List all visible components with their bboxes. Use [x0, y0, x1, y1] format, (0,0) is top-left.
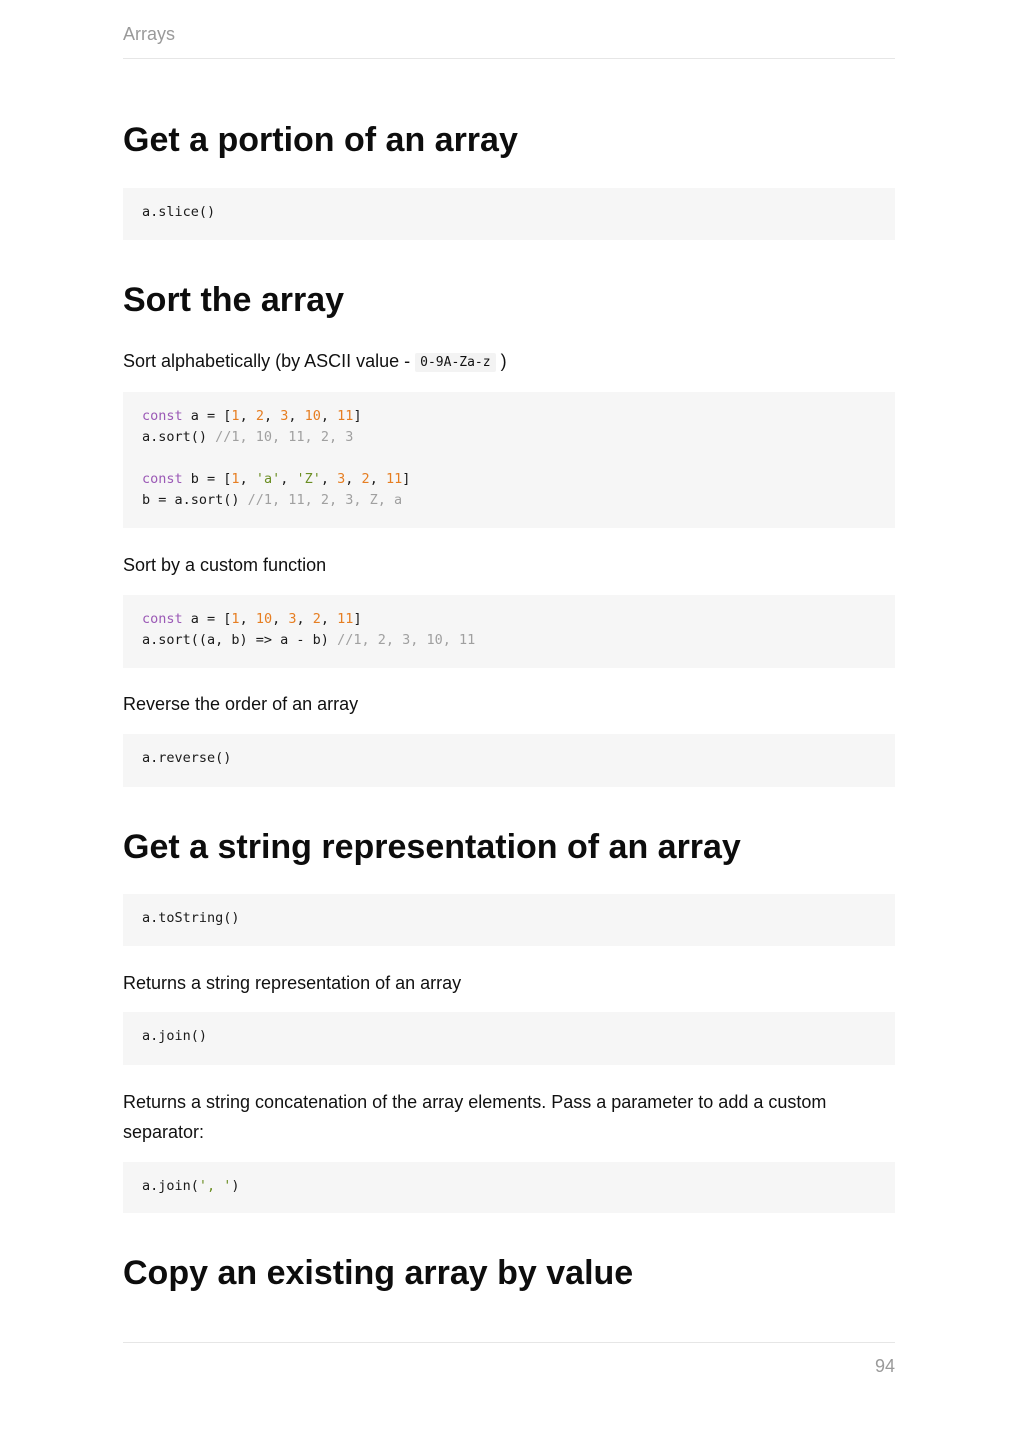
code-text: a = [: [182, 611, 232, 627]
code-block-join: [123, 1012, 895, 1065]
code-line: [142, 427, 876, 448]
code-block-reverse: [123, 734, 895, 787]
heading-copy-array: Copy an existing array by value: [123, 1254, 634, 1292]
sort-intro-end: ): [500, 351, 507, 371]
running-header: Arrays: [123, 24, 176, 44]
code-text: a.sort(): [142, 429, 216, 445]
sort-custom-paragraph: Sort by a custom function: [123, 555, 327, 575]
code-text: a.join(: [142, 1178, 199, 1194]
code-number: 1: [231, 471, 240, 487]
code-number: 2: [361, 471, 370, 487]
code-text: a = [: [182, 408, 232, 424]
reverse-paragraph: Reverse the order of an array: [123, 694, 359, 714]
code-line: a.slice(): [142, 204, 216, 220]
code-number: 2: [255, 408, 264, 424]
code-line: a.reverse(): [142, 750, 232, 766]
code-comment: //1, 11, 2, 3, Z, a: [247, 492, 403, 508]
code-line: [142, 1176, 876, 1197]
heading-string-representation: Get a string representation of an array: [123, 828, 741, 866]
code-keyword: const: [142, 408, 183, 424]
code-text: ): [231, 1178, 240, 1194]
code-keyword: const: [142, 471, 183, 487]
sort-intro-text: Sort alphabetically (by ASCII value -: [123, 351, 416, 371]
code-number: 11: [385, 471, 403, 487]
code-block-join-separator: [123, 1162, 895, 1213]
code-text: b = [: [182, 471, 232, 487]
code-number: 1: [231, 408, 240, 424]
code-number: 1: [231, 611, 240, 627]
code-string: 'Z': [296, 471, 321, 487]
heading-sort-array: Sort the array: [123, 281, 345, 319]
code-number: 3: [337, 471, 346, 487]
code-number: 2: [312, 611, 321, 627]
heading-get-portion: Get a portion of an array: [123, 121, 518, 159]
code-number: 11: [337, 408, 354, 424]
code-number: 10: [255, 611, 273, 627]
code-number: 11: [337, 611, 354, 627]
code-text: b = a.sort(): [142, 492, 248, 508]
code-line: [142, 630, 876, 651]
tostring-description: Returns a string representation of an array: [123, 973, 462, 993]
document-page: [123, 0, 895, 1440]
code-comment: //1, 10, 11, 2, 3: [215, 429, 354, 445]
footer-divider: [123, 1342, 895, 1343]
code-number: 3: [288, 611, 297, 627]
code-block-sort-custom: [123, 595, 895, 668]
code-block-tostring: [123, 894, 895, 946]
code-number: 10: [304, 408, 321, 424]
join-description: Returns a string concatenation of the array elements. Pass a parameter to add a custom separator:: [123, 1092, 827, 1142]
code-string: ', ': [198, 1178, 232, 1194]
sort-intro-paragraph: [123, 346, 895, 379]
code-line: const a = [1, 2, 3, 10, 11]: [142, 408, 362, 424]
code-block-sort-alphabetical: [123, 392, 895, 528]
code-line: const a = [1, 10, 3, 2, 11]: [142, 611, 362, 627]
inline-code-ascii-range: 0-9A-Za-z: [415, 353, 495, 372]
code-string: 'a': [255, 471, 281, 487]
code-line: a.toString(): [142, 910, 240, 926]
header-divider: [123, 58, 895, 59]
code-keyword: const: [142, 611, 183, 627]
code-number: 3: [280, 408, 289, 424]
code-line: a.join(): [142, 1028, 208, 1044]
code-line: [142, 490, 876, 511]
code-line-blank: [142, 448, 876, 469]
code-block-slice: [123, 188, 895, 240]
code-comment: //1, 2, 3, 10, 11: [337, 632, 476, 648]
code-text: a.sort((a, b) => a - b): [142, 632, 338, 648]
page-number: 94: [874, 1356, 895, 1376]
code-line: const b = [1, 'a', 'Z', 3, 2, 11]: [142, 471, 411, 487]
